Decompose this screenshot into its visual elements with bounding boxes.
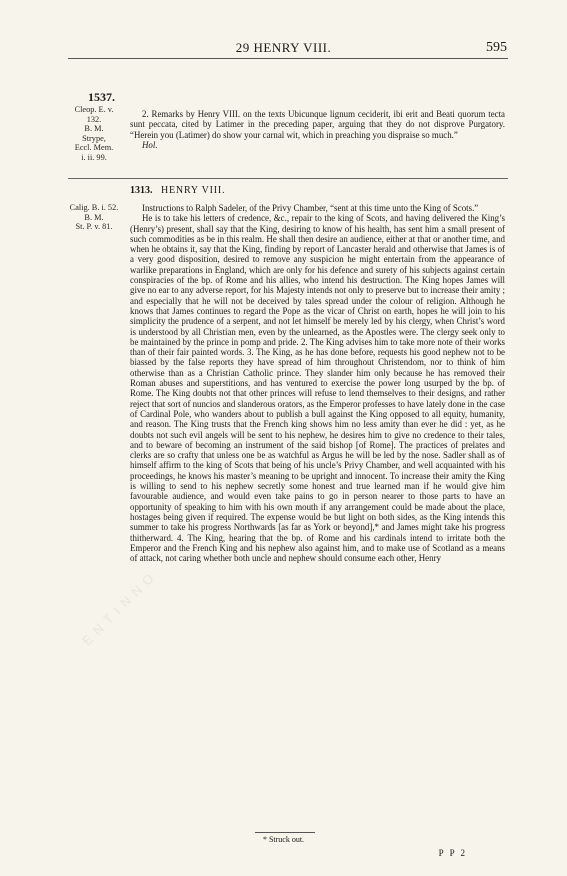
library-watermark: ENTINNO [79, 566, 161, 649]
margin-note: Eccl. Mem. [74, 143, 114, 153]
footnote: * Struck out. [262, 835, 305, 844]
margin-note: Calig. B. i. 52. [69, 203, 119, 212]
margin-note: St. P. v. 81. [75, 222, 113, 232]
margin-note: i. ii. 99. [81, 152, 107, 162]
entry-paragraph: 2. Remarks by Henry VIII. on the texts Ubicunque lignum ceciderit, ibi erit and Beati quorum tecta sunt peccata, cited by Latimer in the preceding paper, arguing that they do not disprove Purgatory. “Herein you (Latimer) do show your carnal wit, which in preaching you dispraise so much.” [130, 109, 505, 140]
entry-number: 1313. [130, 185, 153, 196]
entry-heading [130, 185, 225, 196]
year-label: 1537. [88, 90, 115, 104]
margin-note: Cleop. E. v. [74, 105, 114, 114]
header-rule [68, 58, 508, 59]
entry-paragraph: He is to take his letters of credence, &c., repair to the king of Scots, and having delivered the King’s (Henry’s) present, shall say that the King, desiring to know of his health, has sent him a small present of such commodities as be in this realm. He shall then desire an audience, either at that or another time, and when he obtains it, say that the King, finding by report of Lancaster herald and otherwise that James is of a very good disposition, desired to remove any suspicion he might entertain from the appearance of warlike preparations in England, which are only for his defence and surety of his subjects against certain conspiracies of the bp. of Rome and his allies, who intend his destruction. The King hopes James will give no ear to any adverse report, for his Majesty intends not only to preserve but to increase their amity ; and especially that he will not be deceived by tales spread under the colour of religion. Although he knows that James continues to regard the Pope as the vicar of Christ on earth, hopes he will join to his simplicity the prudence of a serpent, and not let himself be merely led by his clergy, when Christ’s word is understood by all Christian men, even by the unlearned, as the Apostles were. The clergy seek only to be maintained by the prince in pomp and pride. 2. The King advises him to take more note of their works than of their fair painted words. 3. The King, as he has done before, requests his good nephew not to be biassed by the false reports they have spread of him throughout Christendom, nor to think of him otherwise than as a Christian Catholic prince. They slander him only because he has removed their Roman abuses and superstitions, and has ventured to exercise the power long usurped by the bp. of Rome. The King doubts not that other princes will refuse to lend themselves to their designs, and rather reject that sort of nuncios and slanderous orators, as the Emperor professes to have lately done in the case of Cardinal Pole, who wanders about to publish a bull against the King opposed to all equity, humanity, and reason. The King trusts that the French king shows him no less amity than ever he did : yet, as he doubts not such evil angels will be sent to his nephew, he desires him to give no credence to their tales, and to beware of becoming an instrument of the said bishop [of Rome]. The practices of prelates and clerks are so crafty that unless one be as watchful as Argus he will be led by the nose. Sadler shall as of himself affirm to the king of Scots that being of his uncle’s Privy Chamber, and well acquainted with his proceedings, he knows his master’s meaning to be upright and innocent. To increase their amity the King is willing to send to his nephew secretly some honest and true learned man if he would give him favourable audience, and would even take pains to go in person nearer to those parts to have an opportunity of speaking to him with his own mouth if any arrangement could be made about the place, hostages being given if required. The expense would be but light on both sides, as the King intends this summer to take his progress Northwards [as far as York or beyond],* and James might take his progress thitherward. 4. The King, hearing that the bp. of Rome and his cardinals intend to irritate both the Emperor and the French King and his nephew also against him, and to make use of Scotland as a means of attack, not caring whether both uncle and nephew should consume each other, Henry [130, 213, 505, 564]
margin-note: Strype, [82, 133, 106, 143]
running-head [0, 40, 567, 58]
signature-mark: P P 2 [438, 848, 467, 858]
footnote-rule [255, 832, 315, 833]
page-number: 595 [486, 40, 507, 55]
margin-note: B. M. [84, 124, 104, 134]
margin-references [63, 105, 125, 163]
entry-paragraph: Instructions to Ralph Sadeler, of the Privy Chamber, “sent at this time unto the King of Scots.” [142, 203, 479, 213]
margin-note: 132. [86, 114, 102, 124]
margin-references [63, 203, 125, 232]
entry-body [130, 109, 505, 150]
running-head-title: 29 HENRY VIII. [235, 40, 332, 55]
entry-author: HENRY VIII. [161, 185, 226, 196]
margin-note: B. M. [84, 212, 104, 222]
entry-divider [68, 178, 508, 179]
signature-note: Hol. [142, 139, 158, 150]
entry-body [130, 203, 505, 563]
